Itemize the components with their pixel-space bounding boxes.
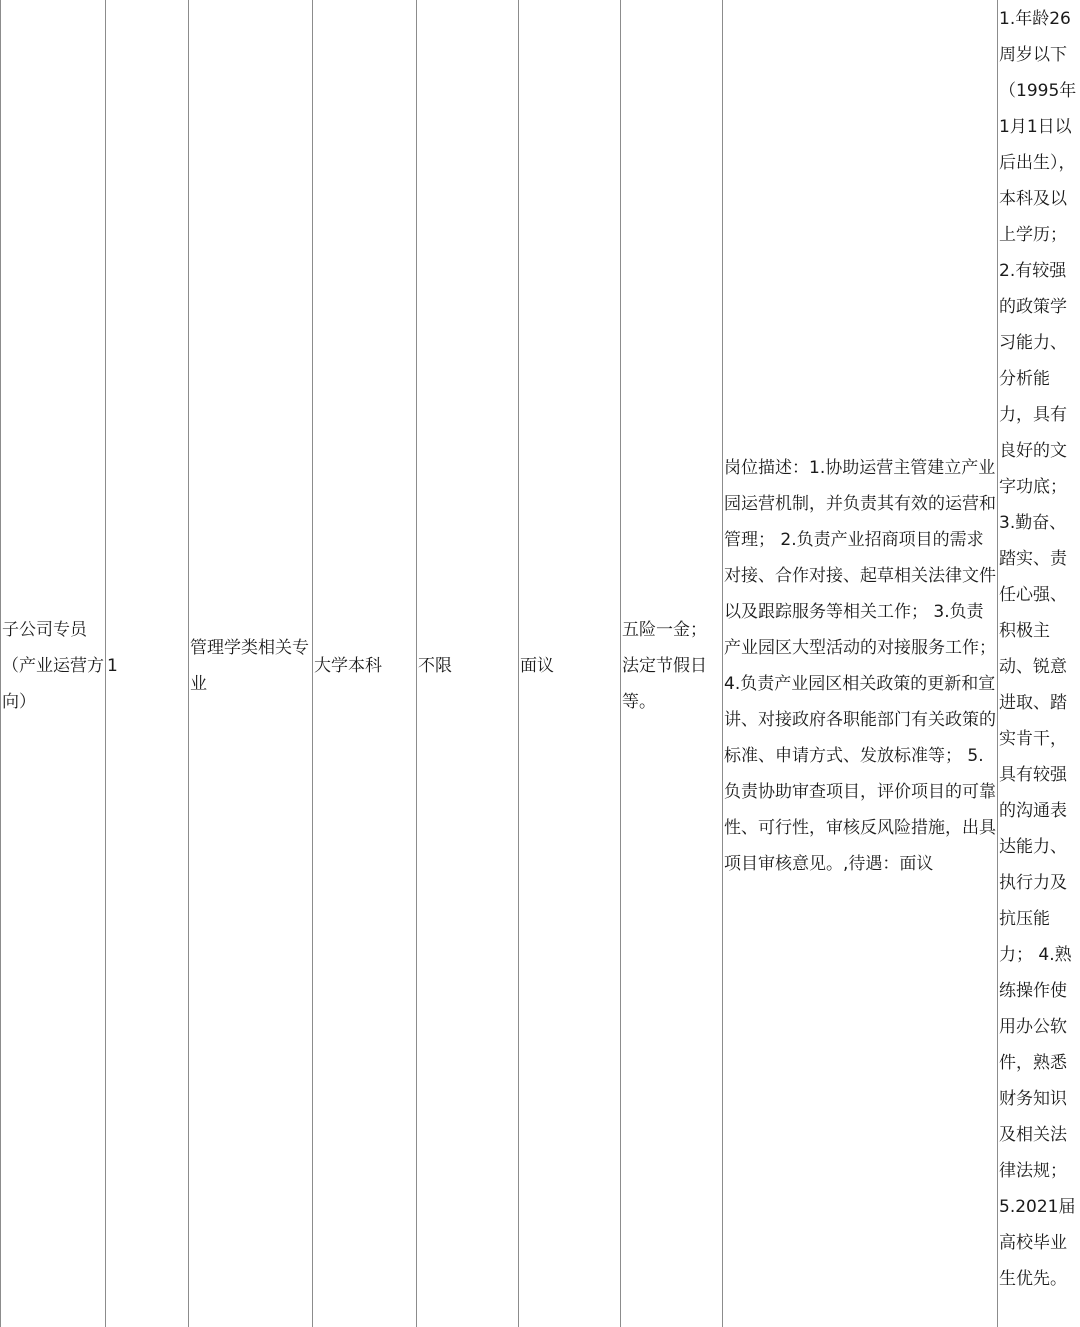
experience-cell: [417, 0, 519, 1327]
major-cell: [189, 0, 313, 1327]
description-cell: [723, 0, 998, 1327]
requirements-cell: [998, 0, 1080, 1327]
experience-requirement: 不限: [418, 655, 452, 676]
position-cell: [1, 0, 106, 1327]
count-cell: [106, 0, 189, 1327]
benefits-text: 五险一金；法定节假日等。: [622, 619, 707, 712]
education-requirement: 大学本科: [314, 655, 382, 676]
hiring-count: 1: [107, 655, 118, 676]
salary-cell: [519, 0, 621, 1327]
job-description: 岗位描述：1.协助运营主管建立产业园运营机制，并负责其有效的运营和管理； 2.负责产业招商项目的需求对接、合作对接、起草相关法律文件以及跟踪服务等相关工作； 3.负责产业园区大型活动的对接服务工作； 4.负责产业园区相关政策的更新和宣讲、对接政府各职能部门有关政策的标准、申请方式、发放标准等； 5.负责协助审查项目，评价项目的可靠性、可行性，审核反风险措施，出具项目审核意见。,待遇：面议: [724, 457, 996, 874]
benefits-cell: [621, 0, 723, 1327]
table-row: [1, 0, 1080, 1327]
job-requirements: 1.年龄26周岁以下（1995年1月1日以后出生），本科及以上学历； 2.有较强的政策学习能力、分析能力，具有良好的文字功底； 3.勤奋、踏实、责任心强、积极主动、锐意进取、踏实肯干，具有较强的沟通表达能力、执行力及抗压能力； 4.熟练操作使用办公软件，熟悉财务知识及相关法律法规； 5.2021届高校毕业生优先。: [999, 9, 1077, 1289]
major-requirement: 管理学类相关专业: [190, 637, 309, 694]
salary-value: 面议: [520, 655, 554, 676]
education-cell: [313, 0, 417, 1327]
position-name: 子公司专员（产业运营方向）: [2, 619, 104, 712]
